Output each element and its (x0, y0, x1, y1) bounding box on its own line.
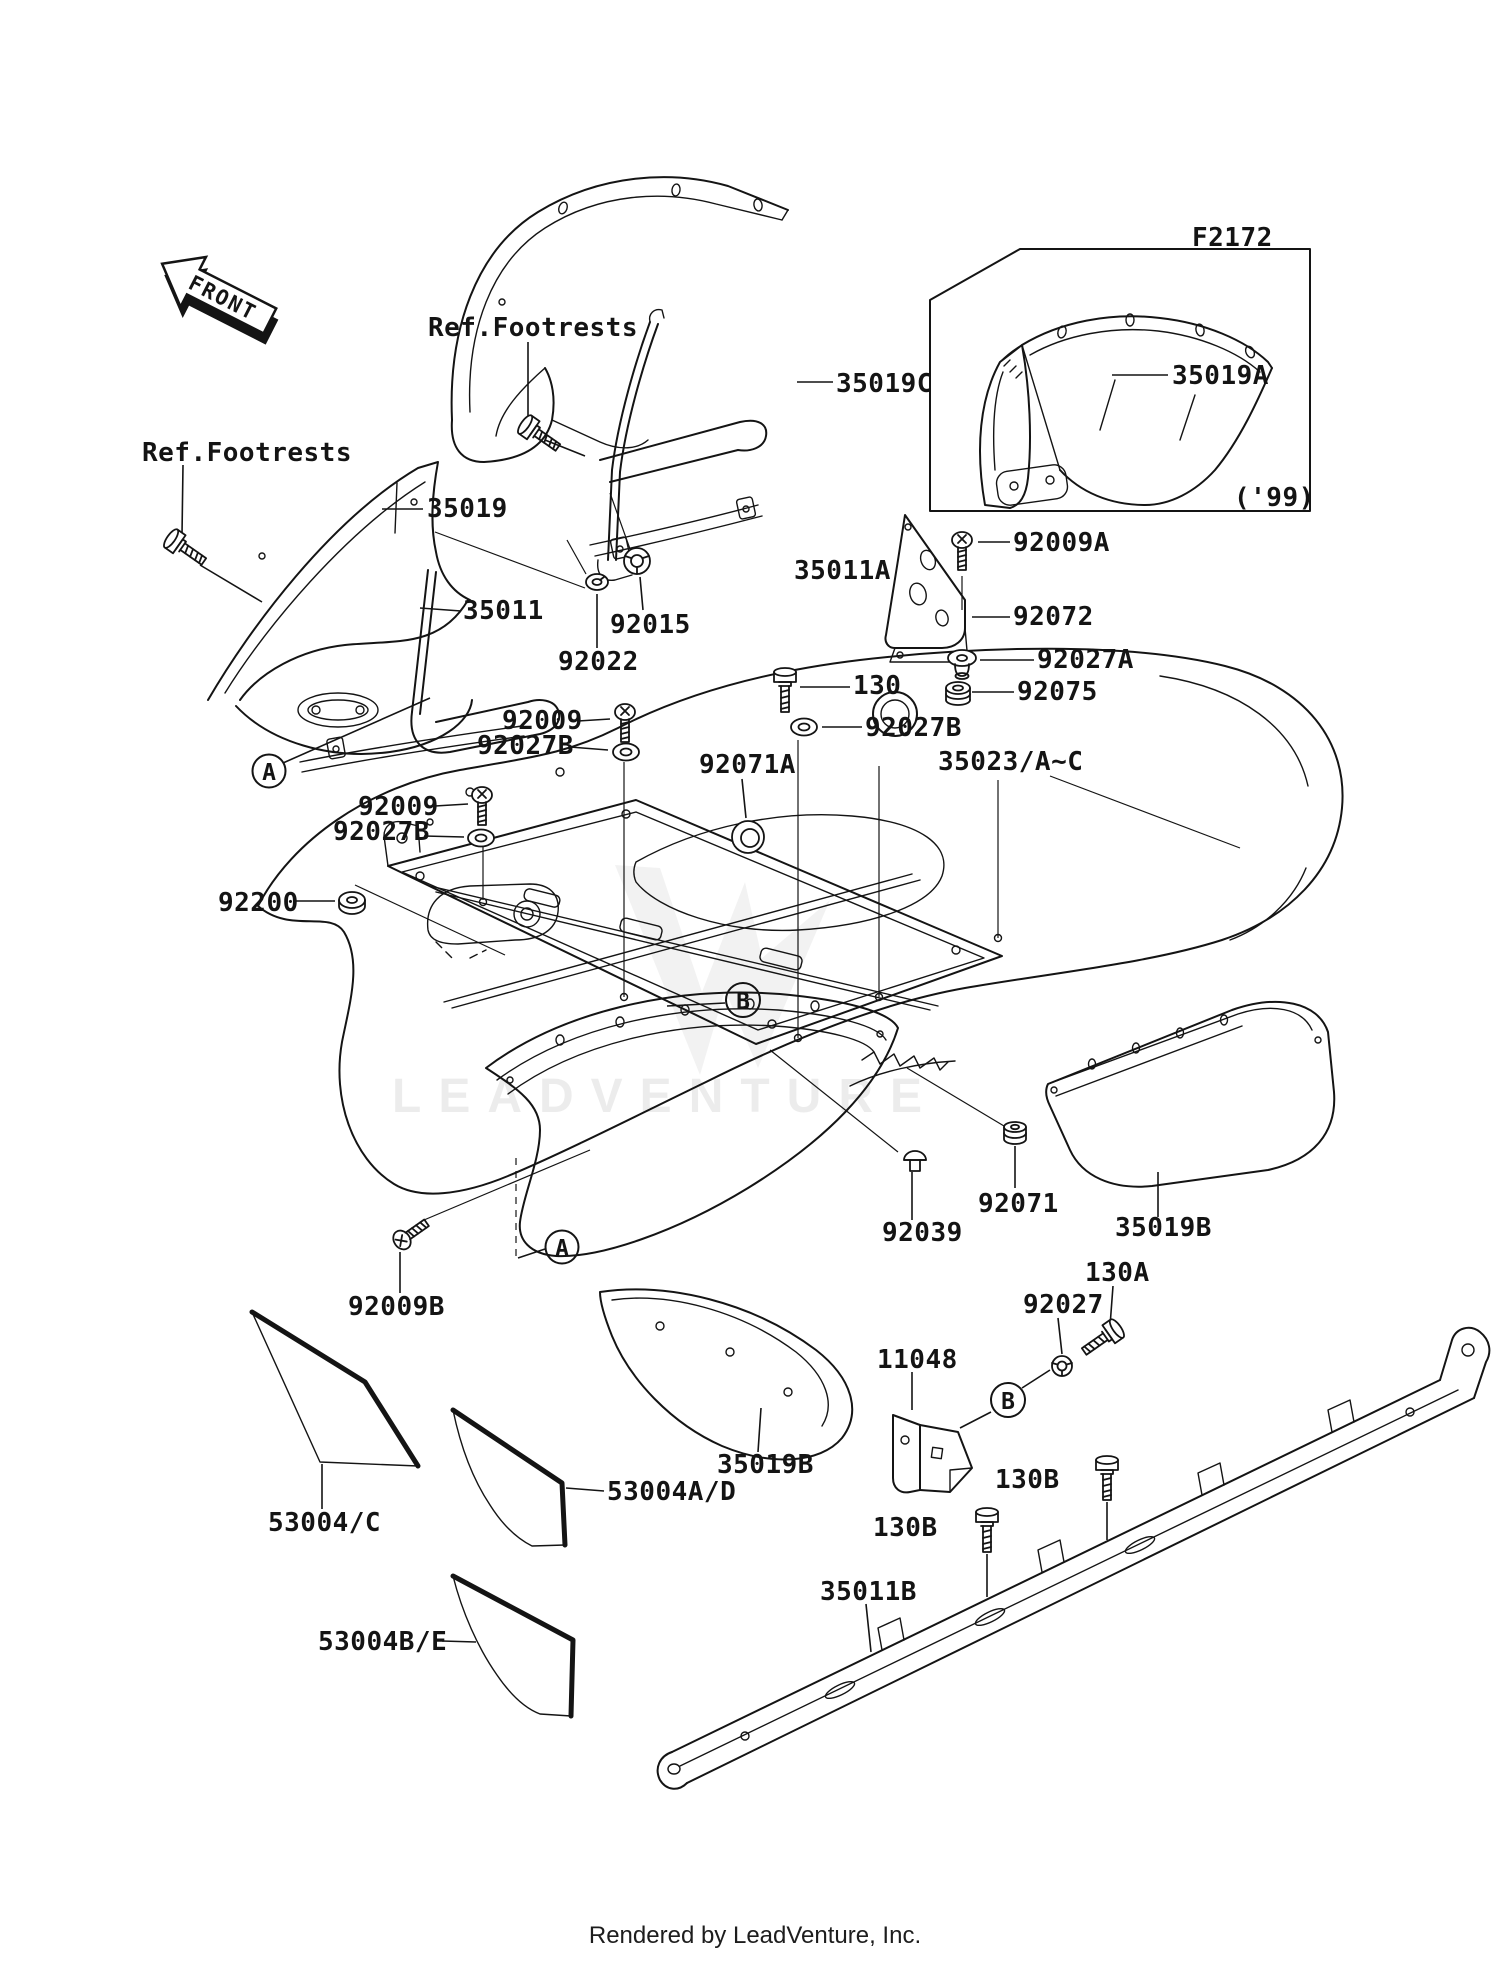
bolt-icon (161, 527, 210, 570)
part-label-92009: 92009 (502, 706, 583, 736)
washer-icon-92027B (613, 744, 639, 761)
sticker-53004BE (453, 1576, 573, 1716)
rail-35011A (590, 310, 766, 581)
part-label-92071A: 92071A (699, 750, 796, 780)
part-label-92009B: 92009B (348, 1292, 445, 1322)
part-label-130: 130 (853, 671, 902, 701)
part-label-92009A: 92009A (1013, 528, 1110, 558)
part-label-35023AC: 35023/A~C (938, 747, 1084, 777)
bolt-icon-130B (1096, 1456, 1118, 1500)
screw-icon-92009 (472, 787, 492, 825)
part-label-92027B: 92027B (333, 817, 430, 847)
part-label-92071: 92071 (978, 1189, 1059, 1219)
rivet-icon-92039 (904, 1151, 926, 1171)
callout-letter: B (1001, 1389, 1015, 1415)
sticker-53004C (252, 1312, 418, 1466)
nut-icon-92015 (624, 548, 650, 574)
callout-circle-A-1 (253, 755, 286, 788)
ref-note-footrests-left: Ref.Footrests (142, 438, 352, 468)
part-label-35011A: 35011A (794, 556, 891, 586)
damper-icon-92075 (946, 682, 970, 705)
part-label-11048: 11048 (877, 1345, 958, 1375)
grommet-icon-92071A (732, 821, 764, 853)
part-label-35019: 35019 (427, 494, 508, 524)
bolt-icon-130 (774, 668, 796, 712)
bolt-icon-130B (976, 1508, 998, 1552)
part-label-92075: 92075 (1017, 677, 1098, 707)
figure-code: F2172 (1192, 223, 1273, 253)
part-label-92022: 92022 (558, 647, 639, 677)
sticker-53004AD (453, 1410, 565, 1546)
flap-35019B-lower (600, 1289, 852, 1459)
watermark-text: LEADVENTURE (392, 1070, 940, 1123)
screw-icon-92009 (615, 704, 635, 742)
part-label-53004C: 53004/C (268, 1508, 382, 1538)
washer-icon-92027A (948, 650, 976, 679)
grommet-icon-92071 (1004, 1122, 1026, 1144)
bracket-11048 (893, 1415, 972, 1492)
part-label-35011: 35011 (463, 596, 544, 626)
part-label-92072: 92072 (1013, 602, 1094, 632)
callout-letter: B (736, 989, 750, 1015)
flap-35019B-right (1046, 1002, 1334, 1187)
bolt-icon-130A (1078, 1317, 1127, 1360)
part-label-92009: 92009 (358, 792, 439, 822)
footer-credit: Rendered by LeadVenture, Inc. (588, 1922, 922, 1949)
part-label-35019B: 35019B (1115, 1213, 1212, 1243)
part-label-35019A: 35019A (1172, 361, 1269, 391)
part-label-53004AD: 53004A/D (607, 1477, 737, 1507)
front-arrow-label: FRONT (184, 270, 261, 326)
part-label-35011B: 35011B (820, 1577, 917, 1607)
part-label-35019C: 35019C (836, 369, 933, 399)
part-label-35019B: 35019B (717, 1450, 814, 1480)
ref-note-footrests-top: Ref.Footrests (428, 313, 638, 343)
front-direction-arrow (144, 241, 288, 357)
callout-letter: A (555, 1236, 569, 1262)
part-label-92200: 92200 (218, 888, 299, 918)
callout-letter: A (262, 760, 276, 786)
callout-circle-B-2 (991, 1383, 1025, 1417)
nut-icon-92200 (339, 892, 365, 914)
part-label-92039: 92039 (882, 1218, 963, 1248)
washer-icon-92027B (468, 830, 494, 847)
part-label-92027B: 92027B (865, 713, 962, 743)
part-label-130B: 130B (873, 1513, 938, 1543)
part-label-92027: 92027 (1023, 1290, 1104, 1320)
part-label-92015: 92015 (610, 610, 691, 640)
callout-circle-A-2 (546, 1231, 579, 1264)
bolt-icon (515, 413, 564, 456)
nut-icon-92027 (1052, 1356, 1072, 1376)
part-label-53004BE: 53004B/E (318, 1627, 448, 1657)
washer-icon-92027B (791, 719, 817, 736)
screw-icon-92009A (952, 532, 972, 570)
part-label-130A: 130A (1085, 1258, 1150, 1288)
year-note: ('99) (1234, 483, 1315, 513)
part-label-92027A: 92027A (1037, 645, 1134, 675)
rail-35011B (658, 1328, 1490, 1789)
screw-icon-92009B (390, 1215, 433, 1253)
panel-35019A (980, 314, 1272, 508)
washer-icon-92022 (586, 574, 608, 590)
hardware (161, 413, 1126, 1552)
part-label-92027B: 92027B (477, 731, 574, 761)
part-label-130B: 130B (995, 1465, 1060, 1495)
